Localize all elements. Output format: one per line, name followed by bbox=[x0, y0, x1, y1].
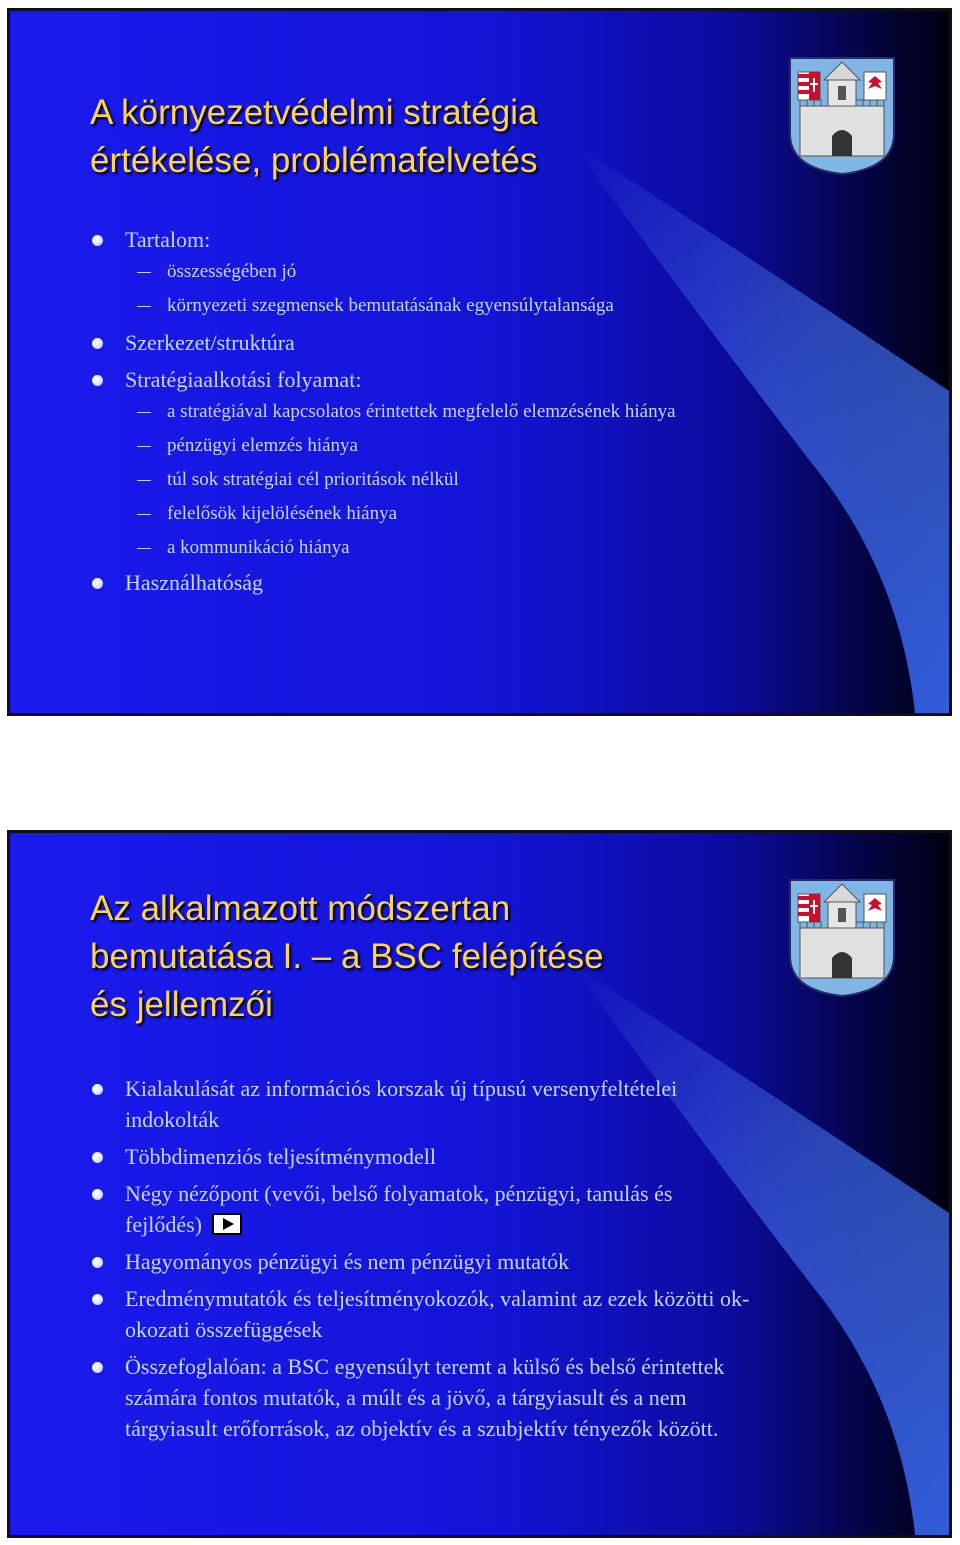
list-item-text: a kommunikáció hiánya bbox=[167, 537, 350, 558]
list-item-line: okozati összefüggések bbox=[125, 1317, 323, 1342]
dash-icon bbox=[137, 514, 151, 515]
dash-icon bbox=[137, 446, 151, 447]
coat-of-arms-icon bbox=[788, 878, 896, 998]
list-item-line: Hagyományos pénzügyi és nem pénzügyi mutatók bbox=[125, 1249, 570, 1274]
sub-list-item bbox=[10, 429, 676, 463]
list-item bbox=[10, 1073, 749, 1135]
list-item-text: Szerkezet/struktúra bbox=[125, 330, 295, 355]
bullet-icon bbox=[92, 1084, 103, 1095]
list-item bbox=[10, 1283, 749, 1345]
list-item-line: fejlődés) bbox=[125, 1212, 202, 1237]
list-item-text: túl sok stratégiai cél prioritások nélkül bbox=[167, 469, 459, 490]
slide-1-bullet-list bbox=[10, 224, 676, 598]
bullet-icon bbox=[92, 1362, 103, 1373]
slide-2-title-line: Az alkalmazott módszertan bbox=[90, 889, 511, 928]
list-item bbox=[10, 1351, 749, 1444]
list-item-text: összességében jó bbox=[167, 261, 297, 282]
list-item bbox=[10, 364, 676, 395]
list-item-line: számára fontos mutatók, a múlt és a jövő, a tárgyiasult és a nem bbox=[125, 1385, 687, 1410]
list-item bbox=[10, 1141, 749, 1172]
sub-list-item bbox=[10, 289, 676, 323]
dash-icon bbox=[137, 272, 151, 273]
list-item bbox=[10, 327, 676, 358]
list-item bbox=[10, 224, 676, 255]
dash-icon bbox=[137, 480, 151, 481]
list-item-text: Tartalom: bbox=[125, 227, 211, 252]
sub-list-item bbox=[10, 531, 676, 565]
bullet-icon bbox=[92, 235, 103, 246]
list-item-line: tárgyiasult erőforrások, az objektív és a szubjektív tényezők között. bbox=[125, 1416, 719, 1441]
slide-2-title-line: bemutatása I. – a BSC felépítése bbox=[90, 937, 604, 976]
sub-list-item bbox=[10, 463, 676, 497]
bullet-icon bbox=[92, 578, 103, 589]
list-item-line: Többdimenziós teljesítménymodell bbox=[125, 1144, 436, 1169]
sub-list-item bbox=[10, 395, 676, 429]
list-item-text: felelősök kijelölésének hiánya bbox=[167, 503, 398, 524]
slide-1-title-line: A környezetvédelmi stratégia bbox=[90, 93, 538, 132]
play-icon[interactable] bbox=[212, 1213, 242, 1235]
coat-of-arms-icon bbox=[788, 56, 896, 176]
list-item-text: környezeti szegmensek bemutatásának egyensúlytalansága bbox=[167, 295, 614, 316]
dash-icon bbox=[137, 412, 151, 413]
list-item-text: Stratégiaalkotási folyamat: bbox=[125, 367, 362, 392]
list-item-line: Kialakulását az információs korszak új típusú versenyfeltételei bbox=[125, 1076, 678, 1101]
list-item-line: Négy nézőpont (vevői, belső folyamatok, pénzügyi, tanulás és bbox=[125, 1181, 673, 1206]
list-item bbox=[10, 567, 676, 598]
slide-2-title-line: és jellemzői bbox=[90, 985, 273, 1024]
list-item-line: Eredménymutatók és teljesítményokozók, valamint az ezek közötti ok- bbox=[125, 1286, 750, 1311]
slide-1-title-line: értékelése, problémafelvetés bbox=[90, 141, 538, 180]
dash-icon bbox=[137, 306, 151, 307]
slide-2-title bbox=[90, 885, 604, 1029]
sub-list-item bbox=[10, 255, 676, 289]
list-item-line: indokolták bbox=[125, 1107, 220, 1132]
list-item-text: pénzügyi elemzés hiánya bbox=[167, 435, 358, 456]
bullet-icon bbox=[92, 1257, 103, 1268]
sub-list-item bbox=[10, 497, 676, 531]
list-item-text: Használhatóság bbox=[125, 570, 264, 595]
slide-1 bbox=[7, 8, 952, 716]
bullet-icon bbox=[92, 338, 103, 349]
slide-2-bullet-list bbox=[10, 1073, 749, 1444]
list-item-text: a stratégiával kapcsolatos érintettek megfelelő elemzésének hiánya bbox=[167, 401, 676, 422]
bullet-icon bbox=[92, 375, 103, 386]
slide-1-title bbox=[90, 89, 537, 185]
bullet-icon bbox=[92, 1152, 103, 1163]
list-item bbox=[10, 1178, 749, 1240]
bullet-icon bbox=[92, 1294, 103, 1305]
list-item bbox=[10, 1246, 749, 1277]
list-item-line: Összefoglalóan: a BSC egyensúlyt teremt a külső és belső érintettek bbox=[125, 1354, 725, 1379]
list-item-line-with-icon bbox=[125, 1209, 749, 1240]
bullet-icon bbox=[92, 1189, 103, 1200]
dash-icon bbox=[137, 548, 151, 549]
slide-2 bbox=[7, 830, 952, 1538]
